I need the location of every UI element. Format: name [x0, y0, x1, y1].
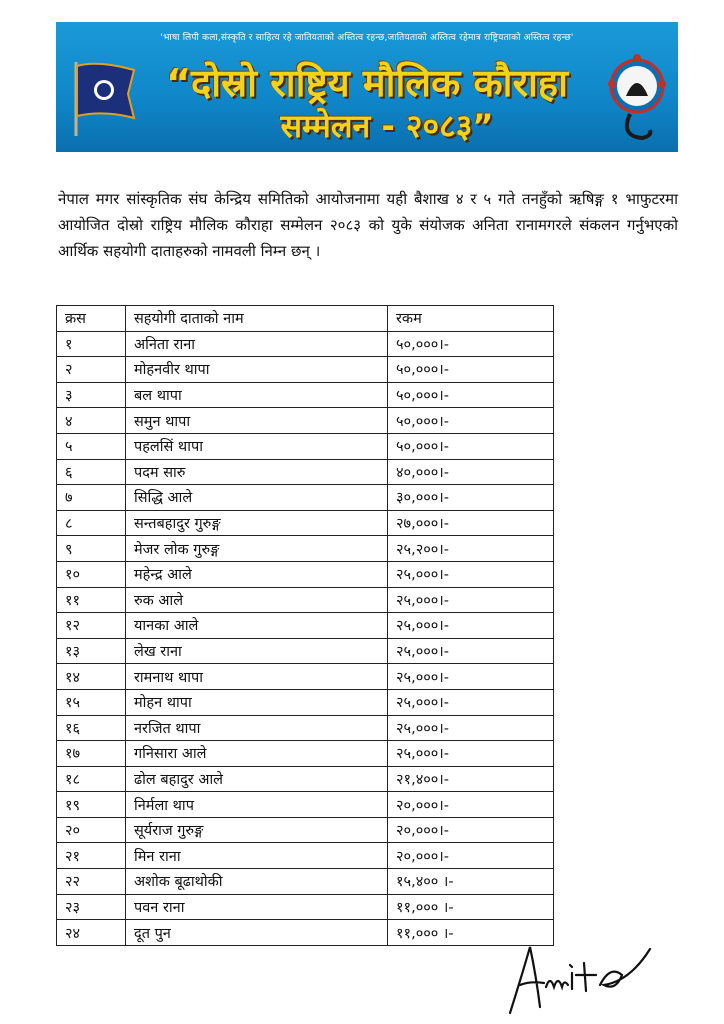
row-amount: २७,०००।- — [388, 510, 554, 536]
row-donor-name: रामनाथ थापा — [126, 664, 388, 690]
row-serial: १ — [57, 331, 126, 357]
row-serial: १७ — [57, 741, 126, 767]
row-amount: २०,०००।- — [388, 843, 554, 869]
row-serial: १४ — [57, 664, 126, 690]
row-donor-name: सिद्धि आले — [126, 485, 388, 511]
row-serial: ३ — [57, 382, 126, 408]
donor-table-body — [57, 331, 554, 945]
row-amount: २०,०००।- — [388, 792, 554, 818]
row-serial: १३ — [57, 638, 126, 664]
row-serial: २२ — [57, 869, 126, 895]
row-amount: २०,०००।- — [388, 817, 554, 843]
row-serial: ४ — [57, 408, 126, 434]
row-serial: १९ — [57, 792, 126, 818]
row-serial: २३ — [57, 894, 126, 920]
row-amount: ५०,०००।- — [388, 433, 554, 459]
row-donor-name: पदम सारु — [126, 459, 388, 485]
row-amount: २५,०००।- — [388, 689, 554, 715]
row-donor-name: यानका आले — [126, 613, 388, 639]
row-amount: २५,०००।- — [388, 664, 554, 690]
row-donor-name: मिन राना — [126, 843, 388, 869]
table-row — [57, 715, 554, 741]
table-row — [57, 485, 554, 511]
row-donor-name: दूत पुन — [126, 920, 388, 946]
row-amount: ५०,०००।- — [388, 331, 554, 357]
header-amount: रकम — [388, 306, 554, 332]
table-row — [57, 561, 554, 587]
row-donor-name: ढोल बहादुर आले — [126, 766, 388, 792]
row-donor-name: महेन्द्र आले — [126, 561, 388, 587]
row-donor-name: बल थापा — [126, 382, 388, 408]
row-amount: ५०,०००।- — [388, 382, 554, 408]
table-row — [57, 357, 554, 383]
row-amount: २५,०००।- — [388, 741, 554, 767]
row-amount: १५,४०० ।- — [388, 869, 554, 895]
row-serial: १० — [57, 561, 126, 587]
intro-paragraph: नेपाल मगर सांस्कृतिक संघ केन्द्रिय समितिको आयोजनामा यही बैशाख ४ र ५ गते तनहुँको ऋषिङ्ग १ भाफुटरमा आयोजित दोस्रो राष्ट्रिय मौलिक कौराहा सम्मेलन २०८३ को युके संयोजक अनिता रानामगरले संकलन गर्नुभएको आर्थिक सहयोगी दाताहरुको नामवली निम्न छन् । — [58, 190, 678, 260]
row-amount: ५०,०००।- — [388, 408, 554, 434]
row-serial: २ — [57, 357, 126, 383]
row-amount: २५,०००।- — [388, 587, 554, 613]
row-donor-name: मोहनवीर थापा — [126, 357, 388, 383]
banner-title-line2: सम्मेलन - २०८३” — [280, 107, 494, 145]
table-row — [57, 331, 554, 357]
row-serial: १८ — [57, 766, 126, 792]
row-amount: ५०,०००।- — [388, 357, 554, 383]
table-row — [57, 536, 554, 562]
table-row — [57, 433, 554, 459]
row-donor-name: पवन राना — [126, 894, 388, 920]
table-row — [57, 587, 554, 613]
banner-title-line1: “दोस्रो राष्ट्रिय मौलिक कौराहा — [166, 61, 568, 105]
table-row — [57, 664, 554, 690]
row-serial: १५ — [57, 689, 126, 715]
row-amount: २१,४००।- — [388, 766, 554, 792]
row-amount: २५,०००।- — [388, 561, 554, 587]
table-row — [57, 689, 554, 715]
row-donor-name: सूर्यराज गुरुङ्ग — [126, 817, 388, 843]
table-row — [57, 741, 554, 767]
row-amount: २५,२००।- — [388, 536, 554, 562]
emblem-icon — [606, 50, 668, 144]
row-donor-name: अशोक बूढाथोकी — [126, 869, 388, 895]
row-amount: २५,०००।- — [388, 638, 554, 664]
row-serial: ९ — [57, 536, 126, 562]
row-serial: ६ — [57, 459, 126, 485]
table-row — [57, 613, 554, 639]
banner-tagline: 'भाषा लिपी कला,संस्कृति र साहित्य रहे जातियताको अस्तित्व रहन्छ,जातियताको अस्तित्व रहेमात्र राष्ट्रियताको अस्तित्व रहन्छ' — [160, 33, 574, 43]
table-row — [57, 843, 554, 869]
table-row — [57, 459, 554, 485]
header-serial: क्रस — [57, 306, 126, 332]
table-row — [57, 792, 554, 818]
row-serial: ७ — [57, 485, 126, 511]
row-amount: २५,०००।- — [388, 715, 554, 741]
table-row — [57, 920, 554, 946]
table-row — [57, 408, 554, 434]
signature — [500, 935, 670, 1020]
row-donor-name: लेख राना — [126, 638, 388, 664]
row-donor-name: रुक आले — [126, 587, 388, 613]
row-serial: ११ — [57, 587, 126, 613]
row-amount: ११,००० ।- — [388, 894, 554, 920]
row-donor-name: पहलसिं थापा — [126, 433, 388, 459]
row-amount: ११,००० ।- — [388, 920, 554, 946]
table-row — [57, 766, 554, 792]
table-row — [57, 382, 554, 408]
row-amount: ३०,०००।- — [388, 485, 554, 511]
table-row — [57, 869, 554, 895]
row-serial: २० — [57, 817, 126, 843]
table-row — [57, 638, 554, 664]
row-serial: १६ — [57, 715, 126, 741]
row-donor-name: गनिसारा आले — [126, 741, 388, 767]
header-donor-name: सहयोगी दाताको नाम — [126, 306, 388, 332]
row-donor-name: निर्मला थाप — [126, 792, 388, 818]
table-header-row — [57, 306, 554, 332]
row-serial: २४ — [57, 920, 126, 946]
row-serial: ८ — [57, 510, 126, 536]
row-donor-name: समुन थापा — [126, 408, 388, 434]
row-serial: ५ — [57, 433, 126, 459]
row-donor-name: मोहन थापा — [126, 689, 388, 715]
table-row — [57, 510, 554, 536]
row-donor-name: अनिता राना — [126, 331, 388, 357]
row-donor-name: नरजित थापा — [126, 715, 388, 741]
row-donor-name: मेजर लोक गुरुङ्ग — [126, 536, 388, 562]
donor-table — [56, 305, 554, 946]
row-donor-name: सन्तबहादुर गुरुङ्ग — [126, 510, 388, 536]
table-row — [57, 817, 554, 843]
row-amount: २५,०००।- — [388, 613, 554, 639]
row-amount: ४०,०००।- — [388, 459, 554, 485]
header-banner — [56, 22, 678, 152]
row-serial: १२ — [57, 613, 126, 639]
table-row — [57, 894, 554, 920]
row-serial: २१ — [57, 843, 126, 869]
